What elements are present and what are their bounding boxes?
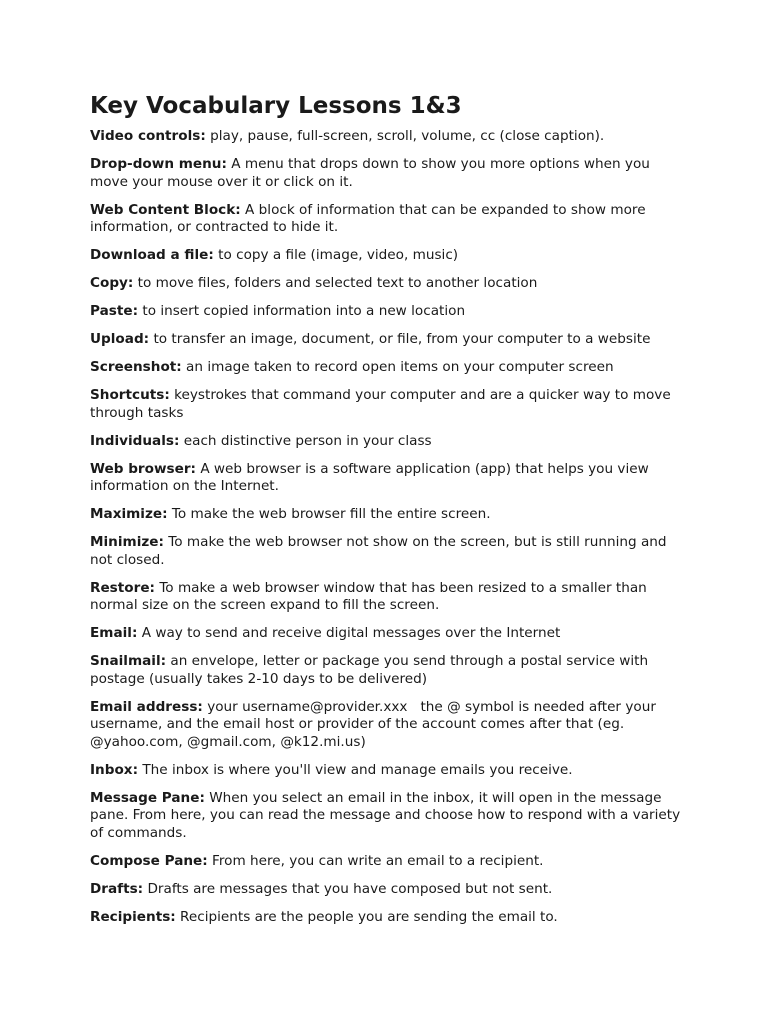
vocabulary-term: Individuals: <box>90 432 180 449</box>
vocabulary-term: Web Content Block: <box>90 201 241 218</box>
document-page <box>90 90 690 937</box>
vocabulary-definition: The inbox is where you'll view and manage emails you receive. <box>142 761 573 778</box>
vocabulary-entry <box>90 625 690 643</box>
vocabulary-term: Drop-down menu: <box>90 156 227 172</box>
vocabulary-definition: To make the web browser fill the entire screen. <box>171 506 491 522</box>
vocabulary-term: Minimize: <box>90 534 164 550</box>
vocabulary-term: Email address: <box>90 698 203 715</box>
vocabulary-definition: each distinctive person in your class <box>183 432 432 449</box>
vocabulary-entry <box>90 303 690 321</box>
vocabulary-term: Paste: <box>90 303 139 319</box>
vocabulary-entry <box>90 433 690 451</box>
vocabulary-term: Video controls: <box>90 128 206 144</box>
vocabulary-term: Recipients: <box>90 908 176 925</box>
vocabulary-definition: Drafts are messages that you have composed but not sent. <box>147 880 553 897</box>
vocabulary-term: Message Pane: <box>90 789 205 806</box>
vocabulary-definition: To make the web browser not show on the screen, but is still running and not closed. <box>90 534 667 568</box>
vocabulary-term: Shortcuts: <box>90 387 170 403</box>
vocabulary-entry <box>90 699 690 752</box>
vocabulary-entry <box>90 156 690 191</box>
vocabulary-definition: From here, you can write an email to a recipient. <box>212 852 544 869</box>
vocabulary-entry <box>90 247 690 265</box>
vocabulary-entry <box>90 790 690 843</box>
vocabulary-entry <box>90 359 690 377</box>
vocabulary-definition: A way to send and receive digital messages over the Internet <box>141 625 561 641</box>
vocabulary-definition: your username@provider.xxx the @ symbol is needed after your username, and the email host or provider of the account comes after that (eg. @yahoo.com, @gmail.com, @k12.mi.us) <box>90 698 661 750</box>
vocabulary-definition: A block of information that can be expanded to show more information, or contracted to hide it. <box>90 201 646 235</box>
vocabulary-term: Compose Pane: <box>90 852 208 869</box>
vocabulary-definition: A menu that drops down to show you more options when you move your mouse over it or click on it. <box>90 156 650 190</box>
vocabulary-term: Screenshot: <box>90 359 182 375</box>
vocabulary-definition: to copy a file (image, video, music) <box>218 247 459 263</box>
vocabulary-term: Maximize: <box>90 506 168 522</box>
vocabulary-term: Download a file: <box>90 247 214 263</box>
vocabulary-definition: Recipients are the people you are sending the email to. <box>180 908 558 925</box>
vocabulary-term: Web browser: <box>90 460 196 477</box>
vocabulary-entry <box>90 202 690 237</box>
vocabulary-entry <box>90 506 690 524</box>
vocabulary-term: Upload: <box>90 331 150 347</box>
vocabulary-definition: an image taken to record open items on your computer screen <box>186 359 614 375</box>
vocabulary-entry <box>90 909 690 927</box>
vocabulary-term: Drafts: <box>90 880 144 897</box>
vocabulary-entry <box>90 275 690 293</box>
vocabulary-entry <box>90 534 690 569</box>
vocabulary-entry <box>90 580 690 615</box>
vocabulary-definition: keystrokes that command your computer and are a quicker way to move through tasks <box>90 387 671 421</box>
vocabulary-entry <box>90 461 690 496</box>
vocabulary-entry <box>90 762 690 780</box>
vocabulary-entry <box>90 653 690 688</box>
vocabulary-definition: A web browser is a software application (app) that helps you view information on the Internet. <box>90 460 649 494</box>
vocabulary-definition: to insert copied information into a new location <box>142 303 466 319</box>
vocabulary-term: Restore: <box>90 579 155 596</box>
vocabulary-definition: To make a web browser window that has been resized to a smaller than normal size on the screen expand to fill the screen. <box>90 579 647 613</box>
vocabulary-entry <box>90 387 690 422</box>
vocabulary-term: Snailmail: <box>90 653 167 669</box>
vocabulary-entry <box>90 331 690 349</box>
vocabulary-entry <box>90 128 690 146</box>
vocabulary-entry <box>90 881 690 899</box>
vocabulary-term: Inbox: <box>90 761 139 778</box>
vocabulary-definition: an envelope, letter or package you send through a postal service with postage (usually takes 2-10 days to be delivered) <box>90 653 649 687</box>
vocabulary-term: Email: <box>90 625 138 641</box>
vocabulary-definition: to move files, folders and selected text to another location <box>137 275 538 291</box>
vocabulary-list <box>90 128 690 926</box>
vocabulary-entry <box>90 853 690 871</box>
vocabulary-term: Copy: <box>90 275 134 291</box>
vocabulary-definition: When you select an email in the inbox, it will open in the message pane. From here, you can read the message and choose how to respond with a variety of commands. <box>90 789 681 841</box>
vocabulary-definition: play, pause, full-screen, scroll, volume, cc (close caption). <box>210 128 605 144</box>
vocabulary-definition: to transfer an image, document, or file, from your computer to a website <box>153 331 651 347</box>
document-title: Key Vocabulary Lessons 1&3 <box>90 93 462 119</box>
